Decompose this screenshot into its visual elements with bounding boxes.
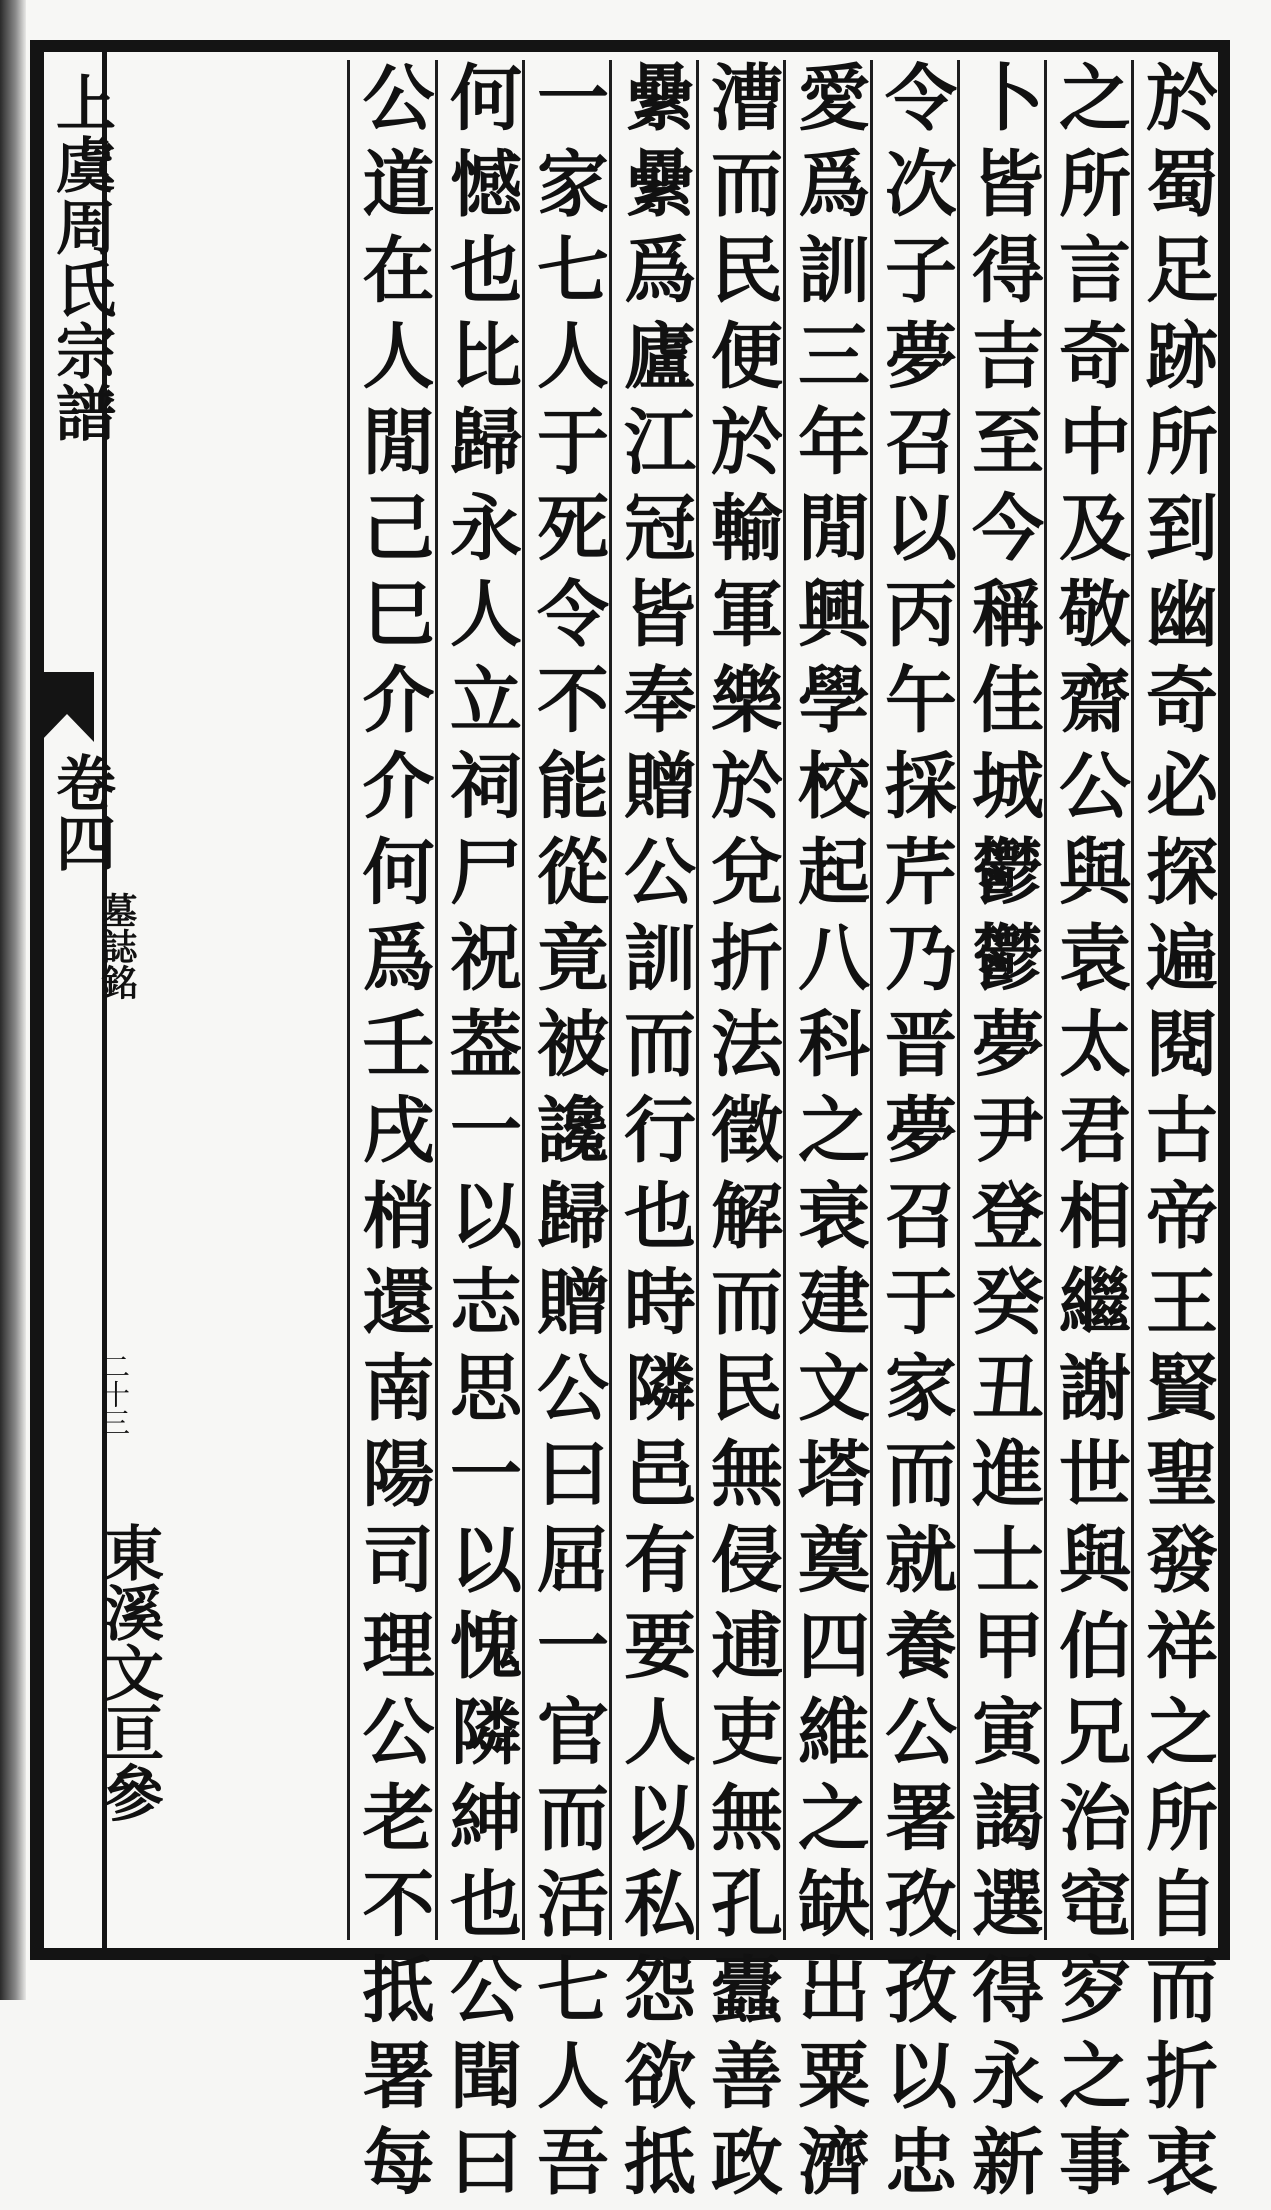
column-text: 之所言奇中及敬齋公與袁太君相繼謝世與伯兄治窀穸之事 xyxy=(1047,60,1132,2210)
column-text: 令次子夢召以丙午採芹乃晋夢召于家而就養公署孜孜以忠 xyxy=(873,60,958,2210)
text-column-1 xyxy=(1131,60,1219,2210)
publisher-mark: 東溪文亘參 xyxy=(94,1522,164,1822)
fish-tail-mark xyxy=(40,672,94,742)
column-text: 愛爲訓三年閒興學校起八科之衰建文塔奠四維之缺出粟濟 xyxy=(786,60,871,2210)
book-title: 上虞周氏宗譜 xyxy=(46,72,116,444)
text-column-3 xyxy=(957,60,1045,2210)
column-text: 纍纍爲廬江冠皆奉贈公訓而行也時隣邑有要人以私怨欲抵 xyxy=(612,60,697,2210)
text-column-8 xyxy=(522,60,610,2210)
page-number: 二十三 xyxy=(98,1352,131,1436)
column-text: 一家七人于死令不能從竟被讒歸贈公曰屈一官而活七人吾 xyxy=(525,60,610,2210)
scan-edge-shadow xyxy=(0,0,26,2000)
text-column-10-area xyxy=(107,60,436,2210)
text-column-10 xyxy=(347,60,436,2210)
section-label: 墓誌銘 xyxy=(96,892,138,1000)
column-text: 何憾也比歸永人立祠尸祝葢一以志思一以愧隣紳也公聞曰 xyxy=(438,60,523,2210)
column-text: 漕而民便於輸軍樂於兌折法徵解而民無侵逋吏無孔蠹善政 xyxy=(699,60,784,2210)
text-column-2 xyxy=(1044,60,1132,2210)
text-column-9 xyxy=(435,60,523,2210)
text-column-4 xyxy=(870,60,958,2210)
volume-label: 卷四 xyxy=(46,752,116,872)
column-text: 卜皆得吉至今稱佳城鬱鬱夢尹登癸丑進士甲寅謁選得永新 xyxy=(960,60,1045,2210)
text-column-7 xyxy=(609,60,697,2210)
text-column-6 xyxy=(696,60,784,2210)
column-text: 於蜀足跡所到幽奇必探遍閱古帝王賢聖發祥之所自而折衷 xyxy=(1134,60,1219,2210)
column-text: 公道在人閒己巳介介何爲壬戌梢還南陽司理公老不抵署每 xyxy=(350,60,436,2210)
margin-column xyxy=(30,52,164,1948)
text-column-5 xyxy=(783,60,871,2210)
